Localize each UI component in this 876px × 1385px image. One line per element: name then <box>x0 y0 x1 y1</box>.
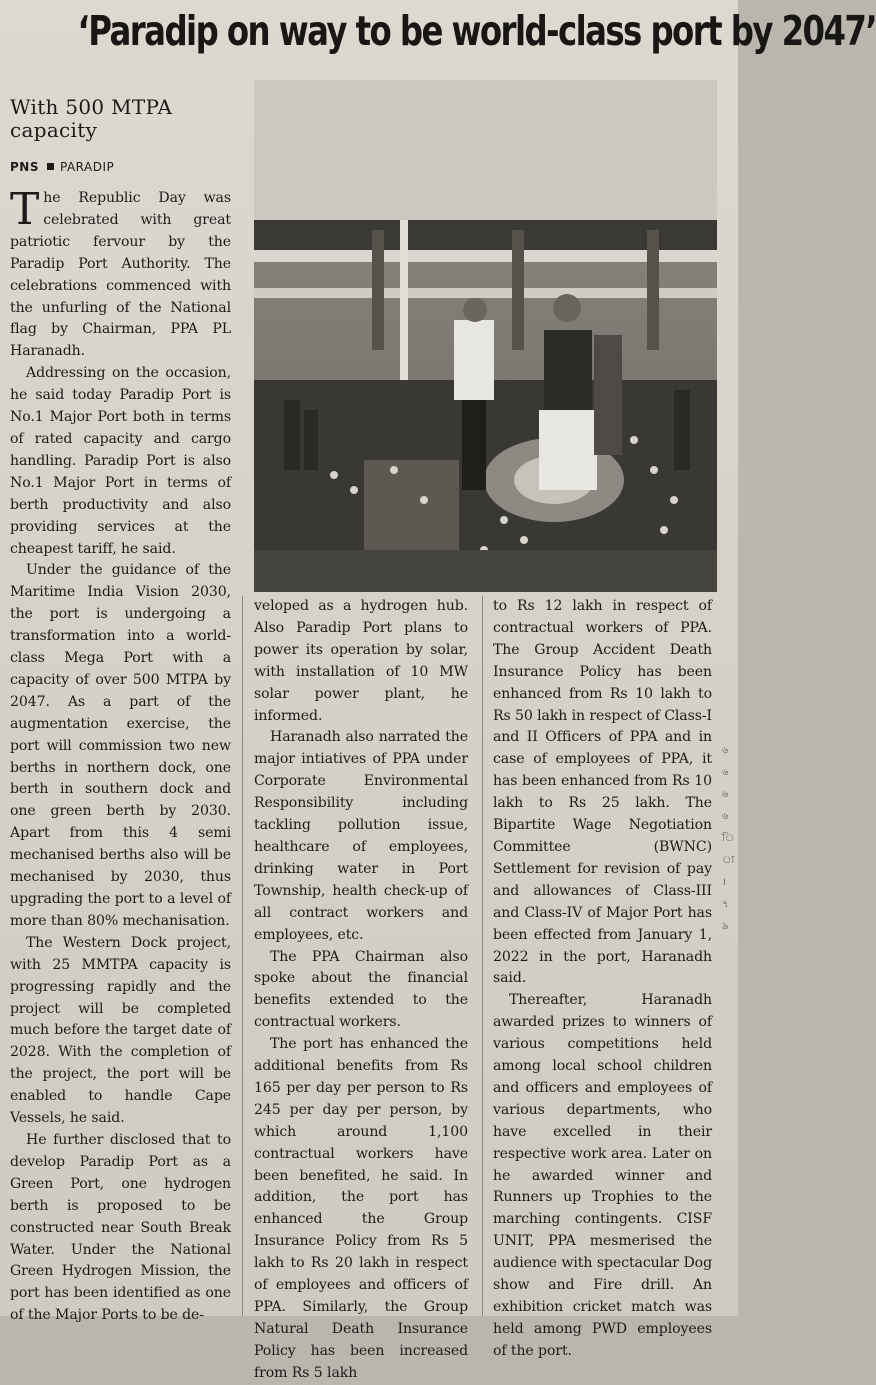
subheadline: With 500 MTPA capacity <box>10 95 173 142</box>
article-paragraph: The PPA Chairman also spoke about the financial benefits extended to the contractual workers. <box>254 948 468 1031</box>
headline: ‘Paradip on way to be world-class port by 2047’ <box>77 7 876 55</box>
article-paragraph: He further disclosed that to develop Paradip Port as a Green Port, one hydrogen berth is proposed to be constructed near South Break Water. Under the National Green Hydrogen Mission, the port has been identified as one of the Major Ports to be de- <box>10 1131 231 1324</box>
article-paragraph: veloped as a hydrogen hub. Also Paradip Port plans to power its operation by solar, with installation of 10 MW solar power plant, he informed. <box>254 598 468 724</box>
photo-illustration <box>254 80 717 592</box>
column-rule-2 <box>482 596 483 1316</box>
article-column-2 <box>254 596 468 1385</box>
margin-handwriting: ৬ ৬ ৬ ৬ ি া । ৭ ৯ <box>722 745 735 932</box>
article-paragraph: The Republic Day was celebrated with great patriotic fervour by the Paradip Port Authority. The celebrations commenced with the unfurling of the National flag by Chairman, PPA PL Haranadh. <box>10 184 231 360</box>
square-bullet-icon <box>47 163 54 170</box>
article-paragraph: Haranadh also narrated the major intiatives of PPA under Corporate Environmental Responsibility including tackling pollution issue, healthcare of employees, drinking water in Port Township, health check-up of all contract workers and employees, etc. <box>254 729 468 943</box>
article-column-1 <box>10 184 231 1327</box>
article-column-3 <box>493 596 712 1363</box>
column-rule-1 <box>242 596 243 1316</box>
article-paragraph: Thereafter, Haranadh awarded prizes to winners of various competitions held among local school children and officers and employees of various departments, who have excelled in their respective work area. Later on he awarded winner and Runners up Trophies to the marching contingents. CISF UNIT, PPA mesmerised the audience with spectacular Dog show and Fire drill. An exhibition cricket match was held among PWD employees of the port. <box>493 992 712 1359</box>
byline-place: PARADIP <box>59 160 115 174</box>
article-paragraph: Under the guidance of the Maritime India Vision 2030, the port is undergoing a transformation into a world-class Mega Port with a capacity of over 500 MTPA by 2047. As a part of the augmentation exercise, the port will commission two new berths in northern dock, one berth in southern dock and one green berth by 2030. Apart from this 4 semi mechanised berths also will be mechanised by 2030, thus upgrading the port to a level of more than 80% mechanisation. <box>10 562 231 929</box>
article-paragraph: to Rs 12 lakh in respect of contractual workers of PPA. The Group Accident Death Insurance Policy has been enhanced from Rs 10 lakh to Rs 50 lakh in respect of Class-I and II Officers of PPA and in case of employees of PPA, it has been enhanced from Rs 10 lakh to Rs 25 lakh. The Bipartite Wage Negotiation Committee (BWNC) Settlement for revision of pay and allowances of Class-III and Class-IV of Major Port has been effected from January 1, 2022 in the port, Haranadh said. <box>493 598 712 987</box>
article-paragraph: The port has enhanced the additional benefits from Rs 165 per day per person to Rs 245 per day per person, by which around 1,100 contractual workers have been benefited, he said. In addition, the port has enhanced the Group Insurance Policy from Rs 5 lakh to Rs 20 lakh in respect of employees and officers of PPA. Similarly, the Group Natural Death Insurance Policy has been increased from Rs 5 lakh <box>254 1036 468 1381</box>
byline-agency: PNS <box>10 160 39 174</box>
drop-cap: T <box>10 184 40 235</box>
byline <box>10 160 114 174</box>
republic-day-flag-ceremony-photo <box>254 80 717 592</box>
article-paragraph: Addressing on the occasion, he said today Paradip Port is No.1 Major Port both in terms of rated capacity and cargo handling. Paradip Port is also No.1 Major Port in terms of berth productivity and also providing services at the cheapest tariff, he said. <box>10 365 231 557</box>
article-paragraph: The Western Dock project, with 25 MMTPA capacity is progressing rapidly and the project will be completed much before the target date of 2028. With the completion of the project, the port will be enabled to handle Cape Vessels, he said. <box>10 934 231 1127</box>
